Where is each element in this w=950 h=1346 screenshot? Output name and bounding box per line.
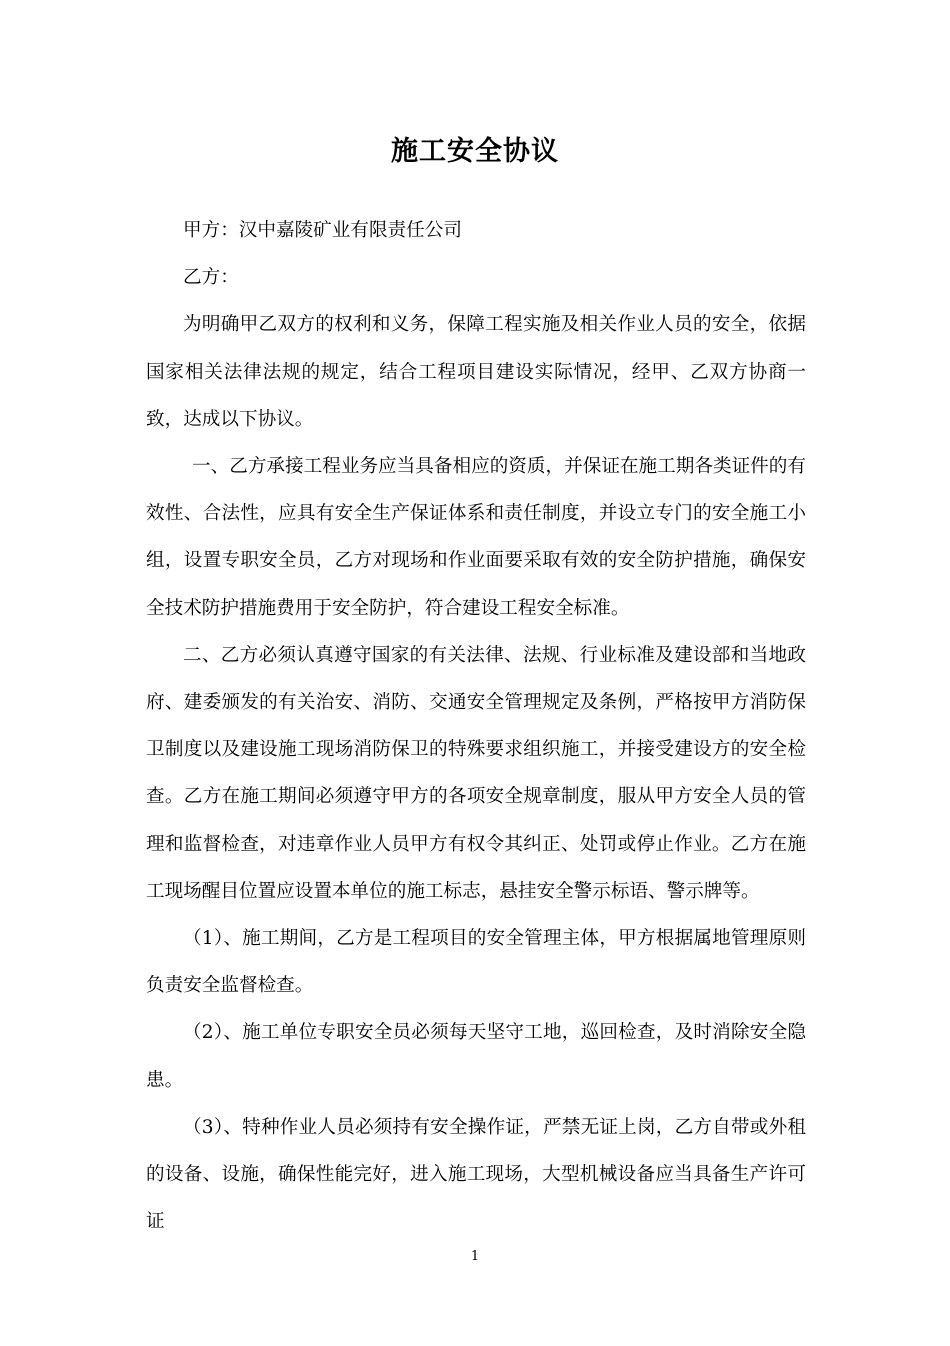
party-a-line: 甲方：汉中嘉陵矿业有限责任公司 xyxy=(183,220,462,241)
sub-clause-3-paragraph: （3）、特种作业人员必须持有安全操作证，严禁无证上岗，乙方自带或外租的设备、设施，确保性能完好，进入施工现场，大型机械设备应当具备生产许可证 xyxy=(146,1116,806,1233)
document-body xyxy=(146,207,806,1245)
preamble-paragraph: 为明确甲乙双方的权利和义务，保障工程实施及相关作业人员的安全，依据国家相关法律法规的规定，结合工程项目建设实际情况，经甲、乙双方协商一致，达成以下协议。 xyxy=(146,314,806,430)
page-number: 1 xyxy=(470,1249,480,1264)
sub-clause-2-paragraph: （2）、施工单位专职安全员必须每天坚守工地，巡回检查，及时消除安全隐患。 xyxy=(146,1022,806,1091)
party-b-line: 乙方： xyxy=(183,267,239,289)
sub-clause-1-paragraph: （1）、施工期间，乙方是工程项目的安全管理主体，甲方根据属地管理原则负责安全监督检查。 xyxy=(146,928,806,997)
document-title: 施工安全协议 xyxy=(391,136,559,167)
clause-1-paragraph: 一、乙方承接工程业务应当具备相应的资质，并保证在施工期各类证件的有效性、合法性，应具有安全生产保证体系和责任制度，并设立专门的安全施工小组，设置专职安全员，乙方对现场和作业面要采取有效的安全防护措施，确保安全技术防护措施费用于安全防护，符合建设工程安全标准。 xyxy=(146,456,806,619)
clause-2-paragraph: 二、乙方必须认真遵守国家的有关法律、法规、行业标准及建设部和当地政府、建委颁发的有关治安、消防、交通安全管理规定及条例，严格按甲方消防保卫制度以及建设施工现场消防保卫的特殊要求组织施工，并接受建设方的安全检查。乙方在施工期间必须遵守甲方的各项安全规章制度，服从甲方安全人员的管理和监督检查，对违章作业人员甲方有权令其纠正、处罚或停止作业。乙方在施工现场醒目位置应设置本单位的施工标志，悬挂安全警示标语、警示牌等。 xyxy=(146,644,806,902)
